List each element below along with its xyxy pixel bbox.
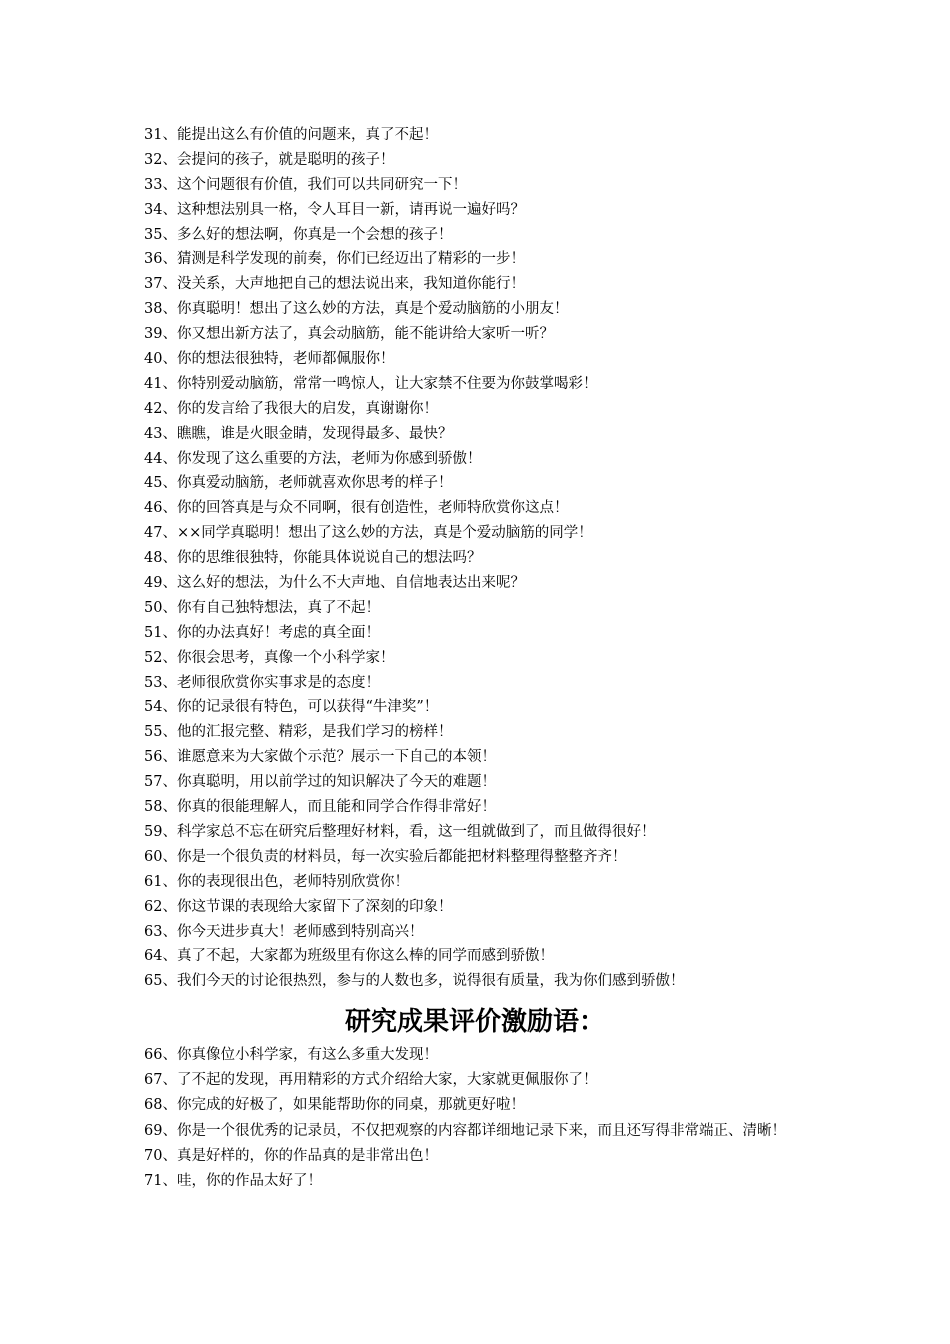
list-item: 55、他的汇报完整、精彩，是我们学习的榜样！ [144,724,453,741]
list-item: 57、你真聪明，用以前学过的知识解决了今天的难题！ [144,774,496,791]
list-item: 32、会提问的孩子，就是聪明的孩子！ [144,151,395,168]
list-item: 35、多么好的想法啊，你真是一个会想的孩子！ [144,226,453,243]
list-item: 71、哇，你的作品太好了！ [144,1172,322,1189]
list-item: 48、你的思维很独特，你能具体说说自己的想法吗？ [144,550,482,567]
list-item: 66、你真像位小科学家，有这么多重大发现！ [144,1047,438,1063]
list-item: 44、你发现了这么重要的方法，老师为你感到骄傲！ [144,450,482,467]
encouragement-list-part1 [144,123,824,994]
list-item: 45、你真爱动脑筋，老师就喜欢你思考的样子！ [144,475,453,492]
list-item: 70、真是好样的，你的作品真的是非常出色！ [144,1147,438,1164]
list-item: 38、你真聪明！想出了这么妙的方法，真是个爱动脑筋的小朋友！ [144,301,569,318]
list-item: 65、我们今天的讨论很热烈，参与的人数也多，说得很有质量，我为你们感到骄傲！ [144,973,685,990]
list-item: 39、你又想出新方法了，真会动脑筋，能不能讲给大家听一听？ [144,326,554,343]
list-item: 40、你的想法很独特，老师都佩服你！ [144,351,395,368]
list-item: 33、这个问题很有价值，我们可以共同研究一下！ [144,176,467,193]
list-item: 54、你的记录很有特色，可以获得“牛津奖”！ [144,699,439,716]
list-item: 69、你是一个很优秀的记录员，不仅把观察的内容都详细地记录下来，而且还写得非常端正、清晰！ [144,1122,786,1139]
list-item: 42、你的发言给了我很大的启发，真谢谢你！ [144,400,438,417]
list-item: 37、没关系，大声地把自己的想法说出来，我知道你能行！ [144,276,525,293]
list-item: 56、谁愿意来为大家做个示范？展示一下自己的本领！ [144,749,496,766]
encouragement-list-part2 [144,1043,824,1193]
list-item: 60、你是一个很负责的材料员，每一次实验后都能把材料整理得整整齐齐！ [144,848,627,865]
list-item: 53、老师很欣赏你实事求是的态度！ [144,674,380,691]
list-item: 64、真了不起，大家都为班级里有你这么棒的同学而感到骄傲！ [144,948,554,965]
list-item: 36、猜测是科学发现的前奏，你们已经迈出了精彩的一步！ [144,251,525,268]
section-heading: 研究成果评价激励语： [344,1007,605,1037]
list-item: 68、你完成的好极了，如果能帮助你的同桌，那就更好啦！ [144,1096,525,1113]
list-item: 49、这么好的想法，为什么不大声地、自信地表达出来呢？ [144,575,525,592]
list-item: 62、你这节课的表现给大家留下了深刻的印象！ [144,898,453,915]
list-item: 46、你的回答真是与众不同啊，很有创造性，老师特欣赏你这点！ [144,500,569,517]
list-item: 34、这种想法别具一格，令人耳目一新，请再说一遍好吗？ [144,201,525,218]
list-item: 58、你真的很能理解人，而且能和同学合作得非常好！ [144,799,496,816]
list-item: 51、你的办法真好！考虑的真全面！ [144,624,380,641]
list-item: 61、你的表现很出色，老师特别欣赏你！ [144,873,409,890]
list-item: 63、你今天进步真大！老师感到特别高兴！ [144,923,424,940]
list-item: 43、瞧瞧，谁是火眼金睛，发现得最多、最快？ [144,425,453,442]
list-item: 41、你特别爱动脑筋，常常一鸣惊人，让大家禁不住要为你鼓掌喝彩！ [144,375,598,392]
list-item: 52、你很会思考，真像一个小科学家！ [144,649,395,666]
list-item: 47、××同学真聪明！想出了这么妙的方法，真是个爱动脑筋的同学！ [144,525,593,542]
list-item: 59、科学家总不忘在研究后整理好材料，看，这一组就做到了，而且做得很好！ [144,823,656,840]
list-item: 50、你有自己独特想法，真了不起！ [144,599,380,616]
list-item: 67、了不起的发现，再用精彩的方式介绍给大家，大家就更佩服你了！ [144,1071,598,1088]
list-item: 31、能提出这么有价值的问题来，真了不起！ [144,127,438,143]
